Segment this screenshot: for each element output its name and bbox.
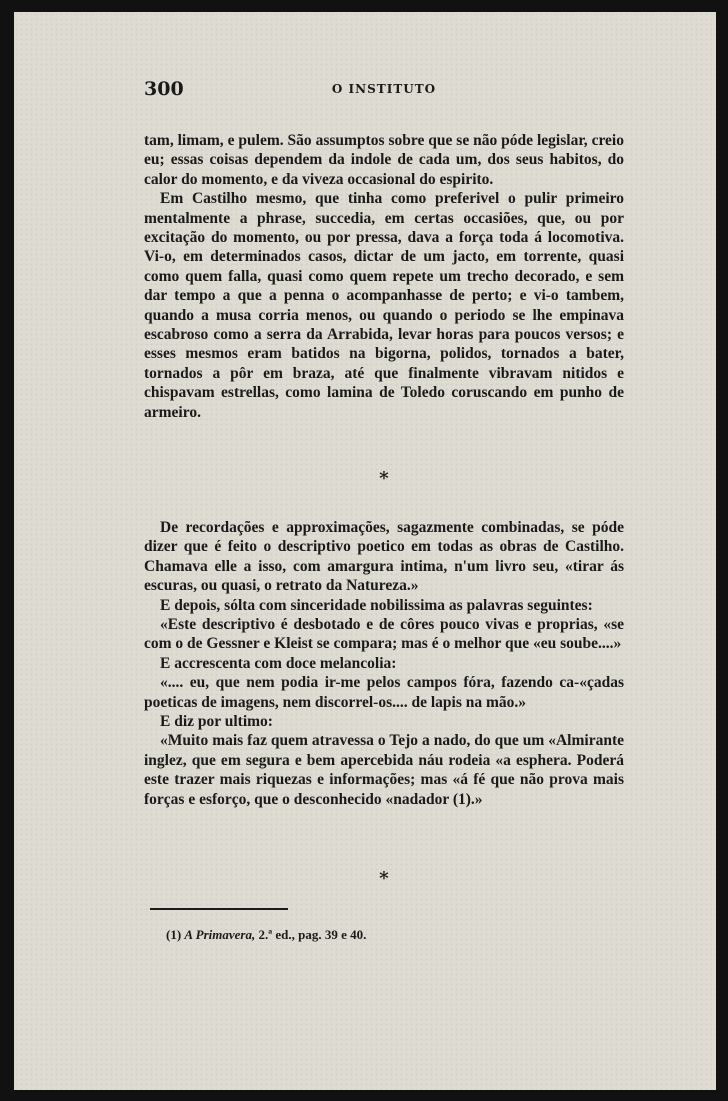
footnote-rule (150, 908, 288, 910)
quotation: «Este descriptivo é desbotado e de côres pouco vivas e proprias, «se com o de Gessner e Kleist se compara; mas é o melhor que «eu soube....» (144, 616, 624, 653)
text-block-1 (144, 131, 624, 422)
section-separator: * (379, 868, 389, 889)
paragraph: E diz por ultimo: (160, 713, 273, 731)
footnote (166, 927, 366, 943)
footnote-title: A Primavera, (184, 927, 256, 942)
paragraph: E accrescenta com doce melancolia: (160, 654, 397, 672)
page-number: 300 (144, 78, 184, 100)
paragraph: E depois, sólta com sinceridade nobilissima as palavras seguintes: (160, 596, 593, 614)
quotation: «.... eu, que nem podia ir-me pelos campos fóra, fazendo ca-«çadas poeticas de imagens, nem discorrel-os.... de lapis na mão.» (144, 674, 624, 711)
footnote-marker: (1) (166, 927, 182, 942)
quotation: «Muito mais faz quem atravessa o Tejo a nado, do que um «Almirante inglez, que em segura e bem apercebida náu rodeia «a esphera. Poderá este trazer mais riquezas e informações; mas «á fé que não prova mais forças e esforço, que o desconhecido «nadador (1).» (144, 732, 624, 808)
paragraph: De recordações e approximações, sagazmente combinadas, se póde dizer que é feito o descriptivo poetico em todas as obras de Castilho. Chamava elle a isso, com amargura intima, n'um livro seu, «tirar ás escuras, ou quasi, o retrato da Natureza.» (144, 519, 624, 595)
footnote-reference: 2.ª ed., pag. 39 e 40. (258, 927, 367, 942)
text-block-2 (144, 518, 624, 809)
page-header (144, 78, 624, 104)
running-head: O INSTITUTO (331, 82, 437, 96)
paragraph: Em Castilho mesmo, que tinha como preferivel o pulir primeiro mentalmente a phrase, succedia, em certas occasiões, que, ou por excitação do momento, ou por pressa, dava a força toda á locomotiva. Vi-o, em determinados casos, dictar de um jacto, em torrente, quasi como quem falla, quasi como quem repete um trecho decorado, e sem dar tempo a que a penna o acompanhasse de perto; e vi-o tambem, quando a musa corria menos, ou quando o periodo se lhe empinava escabroso como a serra da Arrabida, levar horas para poucos versos; e esses mesmos eram batidos na bigorna, polidos, tornados a bater, tornados a pôr em braza, até que finalmente vibravam nitidos e chispavam estrellas, como lamina de Toledo coruscando em punho de armeiro. (144, 190, 624, 421)
section-separator: * (379, 468, 389, 489)
paragraph: tam, limam, e pulem. São assumptos sobre que se não póde legislar, creio eu; essas coisas dependem da indole de cada um, dos seus habitos, do calor do momento, e da viveza occasional do espirito. (144, 132, 624, 188)
